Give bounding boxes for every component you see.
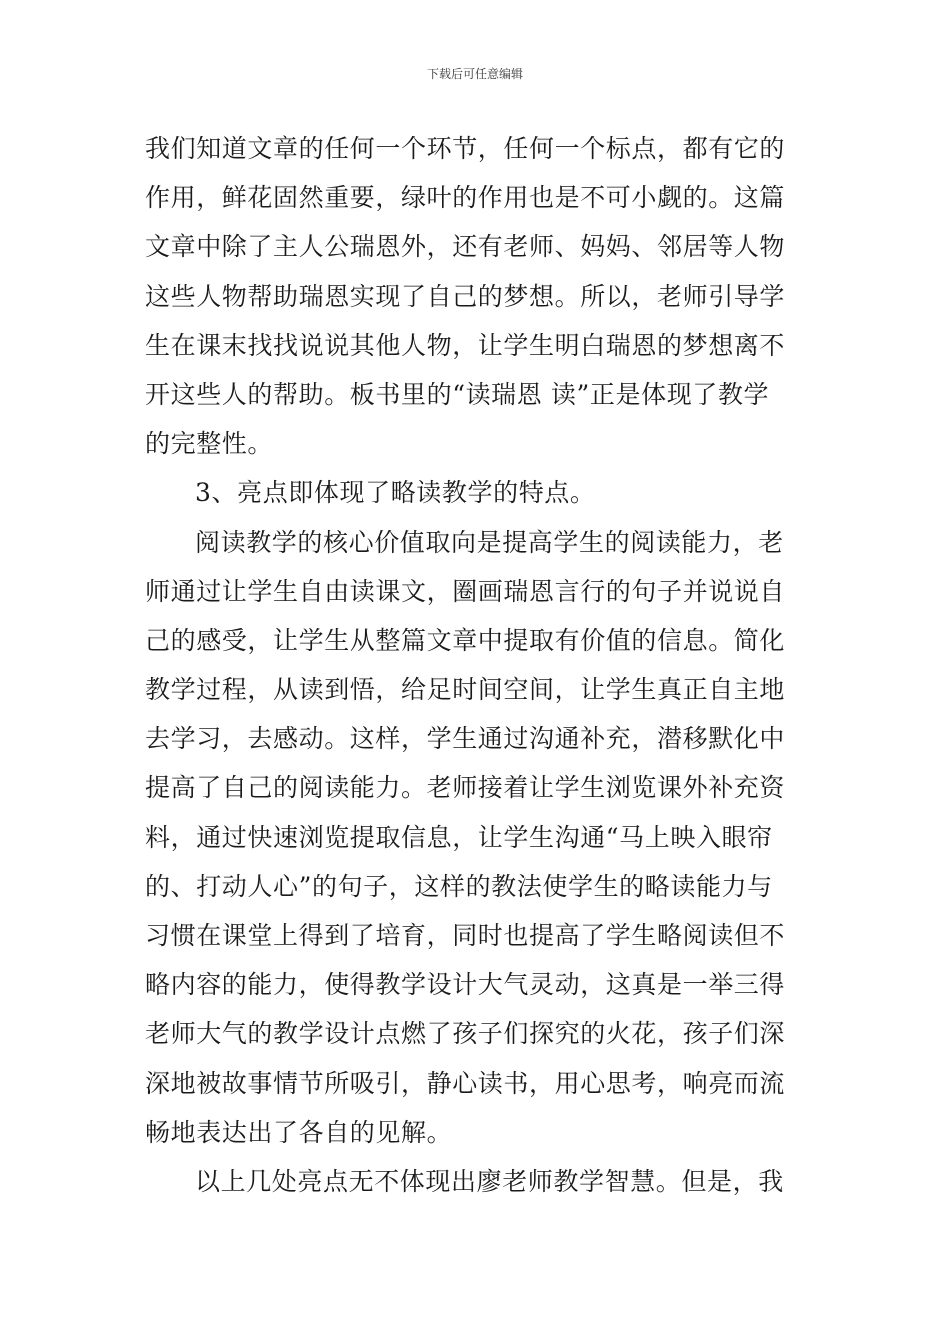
text-line: 略内容的能力，使得教学设计大气灵动，这真是一举三得 (145, 970, 786, 1000)
text-line: 以上几处亮点无不体现出廖老师教学智慧。但是，我 (195, 1166, 784, 1196)
page-header: 下载后可任意编辑 (426, 67, 523, 81)
text-line: 深地被故事情节所吸引，静心读书，用心思考，响亮而流 (145, 1068, 786, 1098)
text-line: 习惯在课堂上得到了培育，同时也提高了学生略阅读但不 (145, 921, 786, 950)
text-line: 教学过程，从读到悟，给足时间空间，让学生真正自主地 (145, 675, 786, 705)
text-line: 文章中除了主人公瑞恩外，还有老师、妈妈、邻居等人物 (145, 232, 786, 262)
text-line: 师通过让学生自由读课文，圈画瑞恩言行的句子并说说自 (145, 576, 786, 606)
text-line: 这些人物帮助瑞恩实现了自己的梦想。所以，老师引导学 (145, 281, 786, 311)
text-line: 己的感受，让学生从整篇文章中提取有价值的信息。简化 (145, 625, 786, 655)
text-line: 开这些人的帮助。板书里的“读瑞恩 读”正是体现了教学 (145, 379, 770, 409)
text-line: 老师大气的教学设计点燃了孩子们探究的火花，孩子们深 (145, 1019, 786, 1049)
text-line: 我们知道文章的任何一个环节，任何一个标点，都有它的 (145, 134, 786, 163)
text-line: 的、打动人心”的句子，这样的教法使学生的略读能力与 (145, 871, 773, 901)
text-line: 阅读教学的核心价值取向是提高学生的阅读能力，老 (195, 527, 784, 557)
text-line: 的完整性。 (145, 429, 274, 459)
text-line: 作用，鲜花固然重要，绿叶的作用也是不可小觑的。这篇 (145, 183, 786, 213)
body-text (145, 124, 807, 1206)
text-line: 提高了自己的阅读能力。老师接着让学生浏览课外补充资 (145, 773, 786, 803)
text-line: 料，通过快速浏览提取信息，让学生沟通“马上映入眼帘 (145, 822, 773, 852)
text-line: 去学习，去感动。这样，学生通过沟通补充，潜移默化中 (145, 724, 786, 754)
text-line: 生在课末找找说说其他人物，让学生明白瑞恩的梦想离不 (145, 330, 786, 360)
text-line: 畅地表达出了各自的见解。 (145, 1117, 453, 1147)
text-line: 3、亮点即体现了略读教学的特点。 (195, 478, 596, 508)
